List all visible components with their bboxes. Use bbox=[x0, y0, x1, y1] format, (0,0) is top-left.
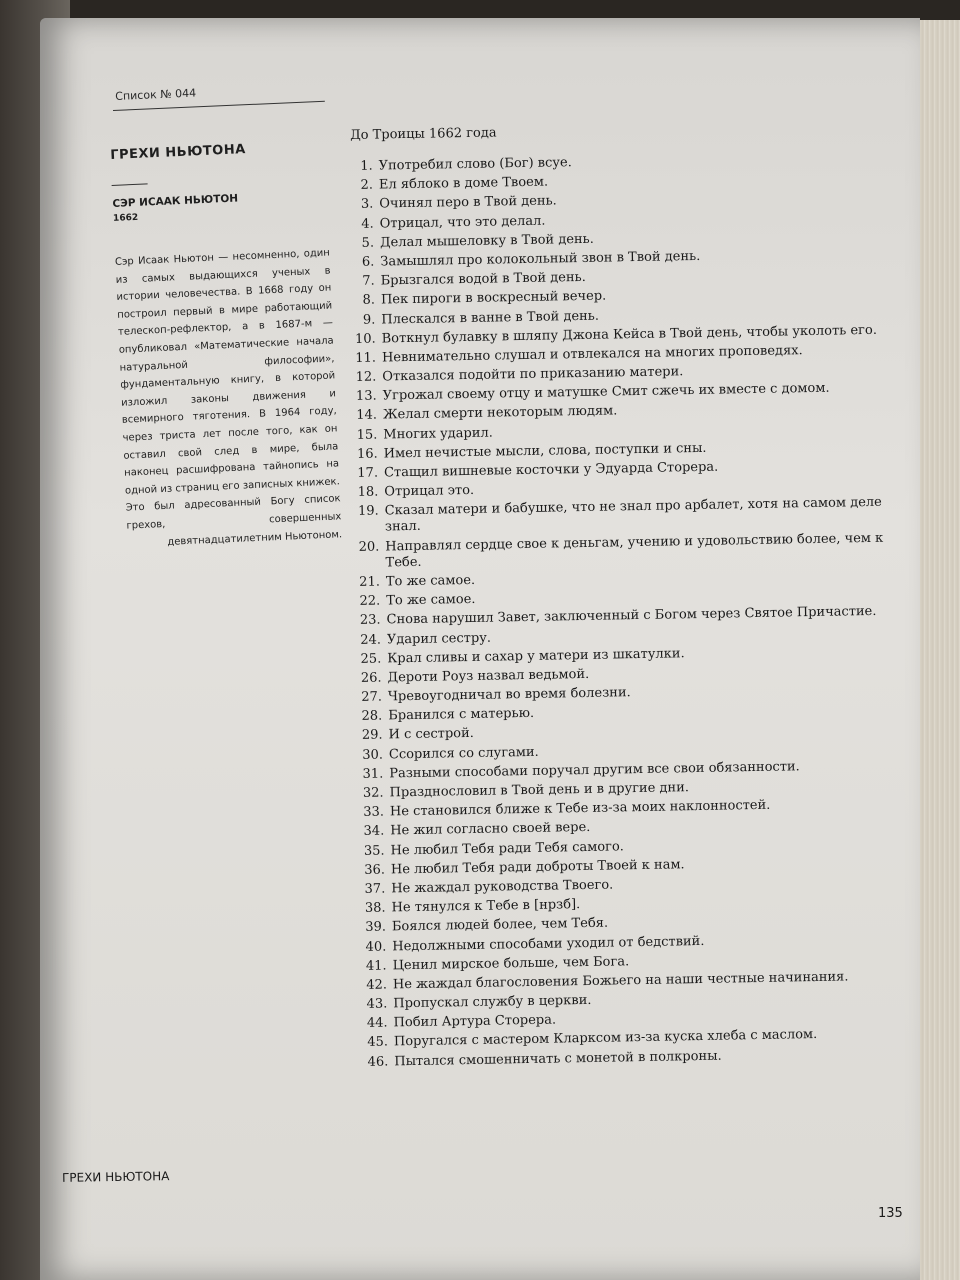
item-text: Поругался с мастером Кларксом из-за куска хлеба с маслом. bbox=[393, 1027, 818, 1050]
item-number: 24. bbox=[360, 632, 382, 648]
item-number: 8. bbox=[362, 292, 376, 309]
item-number: 35. bbox=[363, 843, 385, 859]
item-text: Не любил Тебя ради Тебя самого. bbox=[390, 838, 625, 858]
item-number: 27. bbox=[361, 689, 383, 705]
item-number: 15. bbox=[356, 427, 378, 443]
item-text: Чревоугодничал во время болезни. bbox=[387, 685, 631, 705]
item-number: 29. bbox=[361, 727, 383, 744]
item-number: 4. bbox=[361, 216, 374, 232]
item-text: Крал сливы и сахар у матери из шкатулки. bbox=[387, 645, 685, 667]
item-text: Плескался в ванне в Твой день. bbox=[381, 308, 600, 327]
item-number: 42. bbox=[366, 977, 388, 993]
item-text: Отказался подойти по приказанию матери. bbox=[382, 364, 684, 385]
item-text: Не тянулся к Тебе в [нрзб]. bbox=[391, 897, 581, 916]
item-number: 37. bbox=[364, 881, 386, 897]
item-text: То же самое. bbox=[386, 592, 476, 609]
sins-section bbox=[350, 118, 926, 1073]
item-text: Пытался смошенничать с монетой в полкроны. bbox=[394, 1048, 722, 1069]
item-text: Направлял сердце свое к деньгам, учению и удовольствию более, чем к Тебе. bbox=[385, 530, 884, 571]
item-text: Ценил мирское больше, чем Бога. bbox=[392, 953, 630, 974]
item-number: 44. bbox=[366, 1015, 388, 1032]
list-number: Список № 044 bbox=[115, 86, 197, 103]
item-text: Угрожал своему отцу и матушке Смит сжечь их вместе с домом. bbox=[382, 380, 830, 404]
item-number: 39. bbox=[365, 919, 387, 936]
item-text: Пропускал службу в церкви. bbox=[393, 992, 592, 1012]
item-text: Сказал матери и бабушке, что не знал про арбалет, хотя на самом деле знал. bbox=[384, 495, 882, 535]
item-number: 5. bbox=[361, 235, 375, 251]
item-number: 20. bbox=[358, 539, 380, 555]
item-text: Празднословил в Твой день и в другие дни. bbox=[389, 780, 690, 801]
section-heading: До Троицы 1662 года bbox=[350, 125, 497, 143]
item-number: 6. bbox=[361, 254, 375, 270]
item-text: Не становился ближе к Тебе из-за моих наклонностей. bbox=[389, 797, 771, 820]
title-rule bbox=[112, 183, 148, 186]
running-title: ГРЕХИ НЬЮТОНА bbox=[61, 1169, 170, 1185]
item-number: 9. bbox=[362, 312, 376, 328]
page-number: 135 bbox=[878, 1206, 903, 1221]
item-number: 38. bbox=[364, 900, 386, 916]
page-edges bbox=[915, 20, 960, 1280]
item-text: Не жил согласно своей вере. bbox=[390, 820, 591, 839]
item-number: 19. bbox=[357, 503, 379, 520]
sidebar bbox=[110, 139, 343, 563]
item-number: 25. bbox=[360, 651, 382, 667]
item-text: Невнимательно слушал и отвлекался на многих проповедях. bbox=[381, 343, 803, 366]
item-text: Недолжными способами уходил от бедствий. bbox=[392, 933, 705, 954]
item-text: Многих ударил. bbox=[383, 425, 494, 443]
item-text: Побил Артура Сторера. bbox=[393, 1012, 557, 1031]
item-number: 13. bbox=[355, 388, 377, 405]
item-number: 16. bbox=[356, 446, 378, 462]
item-text: Ссорился со слугами. bbox=[388, 744, 539, 763]
item-number: 17. bbox=[357, 465, 379, 481]
list-item bbox=[357, 495, 917, 537]
item-text: Бранился с матерью. bbox=[388, 706, 535, 724]
item-number: 1. bbox=[360, 158, 373, 174]
item-number: 2. bbox=[360, 177, 374, 194]
item-number: 45. bbox=[367, 1034, 389, 1051]
item-text: Делал мышеловку в Твой день. bbox=[379, 231, 594, 251]
item-number: 30. bbox=[362, 747, 384, 763]
item-number: 46. bbox=[367, 1054, 389, 1070]
item-number: 10. bbox=[354, 331, 376, 347]
list-item bbox=[357, 530, 917, 572]
item-number: 18. bbox=[357, 484, 379, 501]
item-text: Отрицал, что это делал. bbox=[379, 213, 546, 232]
item-number: 43. bbox=[366, 996, 388, 1012]
item-text: Не жаждал руководства Твоего. bbox=[391, 877, 614, 897]
item-text: И с сестрой. bbox=[388, 726, 475, 743]
item-text: Ударил сестру. bbox=[386, 630, 492, 647]
sins-list bbox=[351, 149, 927, 1070]
item-number: 21. bbox=[359, 574, 381, 590]
item-number: 33. bbox=[363, 804, 385, 821]
item-text: Ел яблоко в доме Твоем. bbox=[378, 174, 549, 193]
item-text: Замышлял про колокольный звон в Твой день. bbox=[380, 248, 701, 270]
item-number: 3. bbox=[360, 196, 374, 213]
item-number: 36. bbox=[364, 862, 386, 878]
item-text: Дероти Роуз назвал ведьмой. bbox=[387, 666, 590, 686]
item-text: Отрицал это. bbox=[384, 483, 475, 500]
item-text: Разными способами поручал другим все свои обязанности. bbox=[389, 759, 800, 782]
item-number: 7. bbox=[362, 273, 375, 289]
item-number: 41. bbox=[365, 958, 387, 974]
item-number: 11. bbox=[355, 350, 377, 366]
item-text: Стащил вишневые косточки у Эдуарда Сторера. bbox=[383, 459, 719, 481]
item-text: То же самое. bbox=[385, 572, 476, 590]
item-number: 22. bbox=[359, 593, 381, 610]
document-title: ГРЕХИ НЬЮТОНА bbox=[110, 142, 247, 163]
item-number: 32. bbox=[362, 785, 384, 801]
intro-paragraph: Сэр Исаак Ньютон — несомненно, один из самых выдающихся ученых в истории человечества. В 1668 году он построил первый в мире работающий телескоп-рефлектор, а в 1687-м — опубликовал «Математические начала натуральной философии», фундаментальную книгу, в которой изложил законы движения и всемирного тяготения. В 1964 году, через триста лет после того, как он оставил свой след в мире, была наконец расшифрована тайнопись на одной из страниц его записных книжек. Это был адресованный Богу список грехов, совершенных девятнадцатилетним Ньютоном. bbox=[114, 247, 343, 548]
item-number: 28. bbox=[361, 708, 383, 725]
item-text: Желал смерти некоторым людям. bbox=[382, 403, 618, 423]
item-text: Воткнул булавку в шляпу Джона Кейса в Твой день, чтобы уколоть его. bbox=[381, 322, 878, 347]
year: 1662 bbox=[112, 212, 139, 224]
item-number: 26. bbox=[360, 670, 382, 686]
item-text: Употребил слово (Бог) всуе. bbox=[378, 155, 572, 174]
item-number: 40. bbox=[365, 938, 387, 955]
item-text: Очинял перо в Твой день. bbox=[379, 193, 557, 212]
item-number: 31. bbox=[362, 766, 384, 782]
item-number: 14. bbox=[356, 408, 378, 424]
item-text: Имел нечистые мысли, слова, поступки и сны. bbox=[383, 440, 707, 462]
item-number: 23. bbox=[359, 612, 381, 629]
item-text: Боялся людей более, чем Тебя. bbox=[391, 915, 609, 935]
item-number: 12. bbox=[355, 369, 377, 386]
item-number: 34. bbox=[363, 823, 385, 840]
item-text: Не жаждал благословения Божьего на наши честные начинания. bbox=[392, 969, 849, 993]
item-text: Пек пироги в воскресный вечер. bbox=[380, 288, 607, 308]
item-text: Снова нарушил Завет, заключенный с Богом через Святое Причастие. bbox=[386, 604, 877, 628]
item-text: Брызгался водой в Твой день. bbox=[380, 270, 586, 289]
item-text: Не любил Тебя ради доброты Твоей к нам. bbox=[390, 857, 685, 878]
author: СЭР ИСААК НЬЮТОН bbox=[112, 192, 239, 210]
